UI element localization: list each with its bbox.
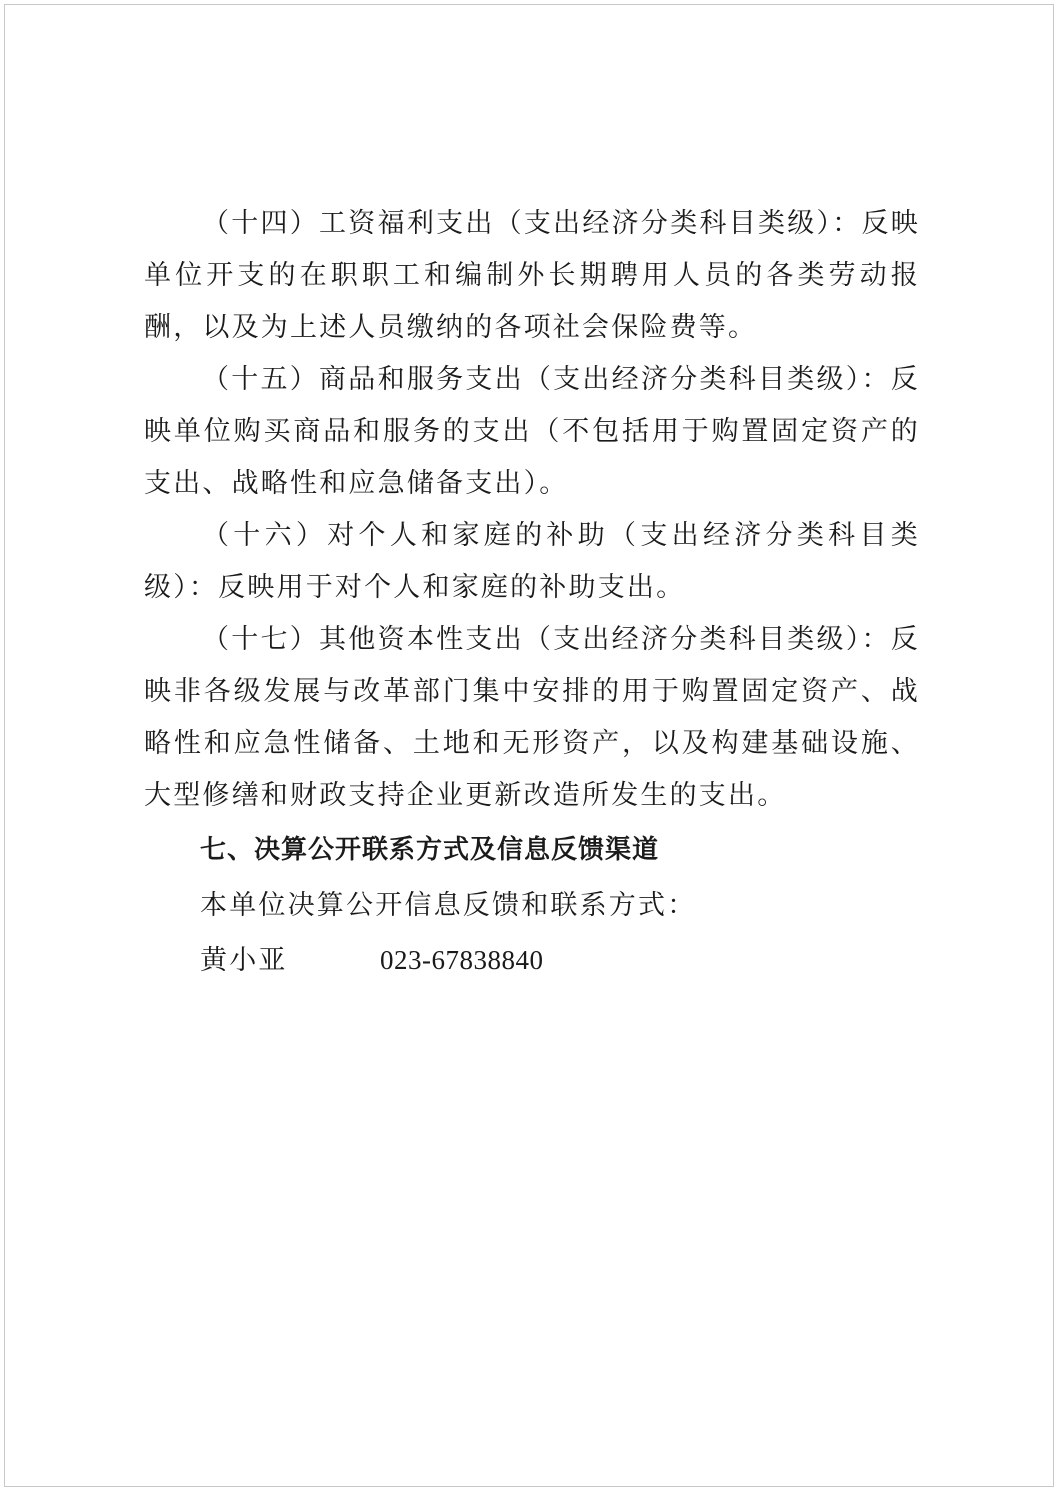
contact-intro: 本单位决算公开信息反馈和联系方式： <box>200 890 697 921</box>
contact-row <box>144 933 920 988</box>
section-heading: 七、决算公开联系方式及信息反馈渠道 <box>200 835 660 865</box>
paragraph-goods-services: （十五）商品和服务支出（支出经济分类科目类级）：反映单位购买商品和服务的支出（不包括用于购置固定资产的支出、战略性和应急储备支出）。 <box>144 364 920 499</box>
paragraph-other-capital: （十七）其他资本性支出（支出经济分类科目类级）：反映非各级发展与改革部门集中安排的用于购置固定资产、战略性和应急性储备、土地和无形资产，以及构建基础设施、大型修缮和财政支持企业更新改造所发生的支出。 <box>144 624 920 811</box>
paragraph-wages-welfare: （十四）工资福利支出（支出经济分类科目类级）：反映单位开支的在职职工和编制外长期聘用人员的各类劳动报酬，以及为上述人员缴纳的各项社会保险费等。 <box>144 208 920 343</box>
paragraph-household-subsidy: （十六）对个人和家庭的补助（支出经济分类科目类级）：反映用于对个人和家庭的补助支出。 <box>144 520 920 603</box>
document-body <box>144 198 920 988</box>
contact-name: 黄小亚 <box>200 945 288 976</box>
contact-phone: 023-67838840 <box>380 945 544 975</box>
